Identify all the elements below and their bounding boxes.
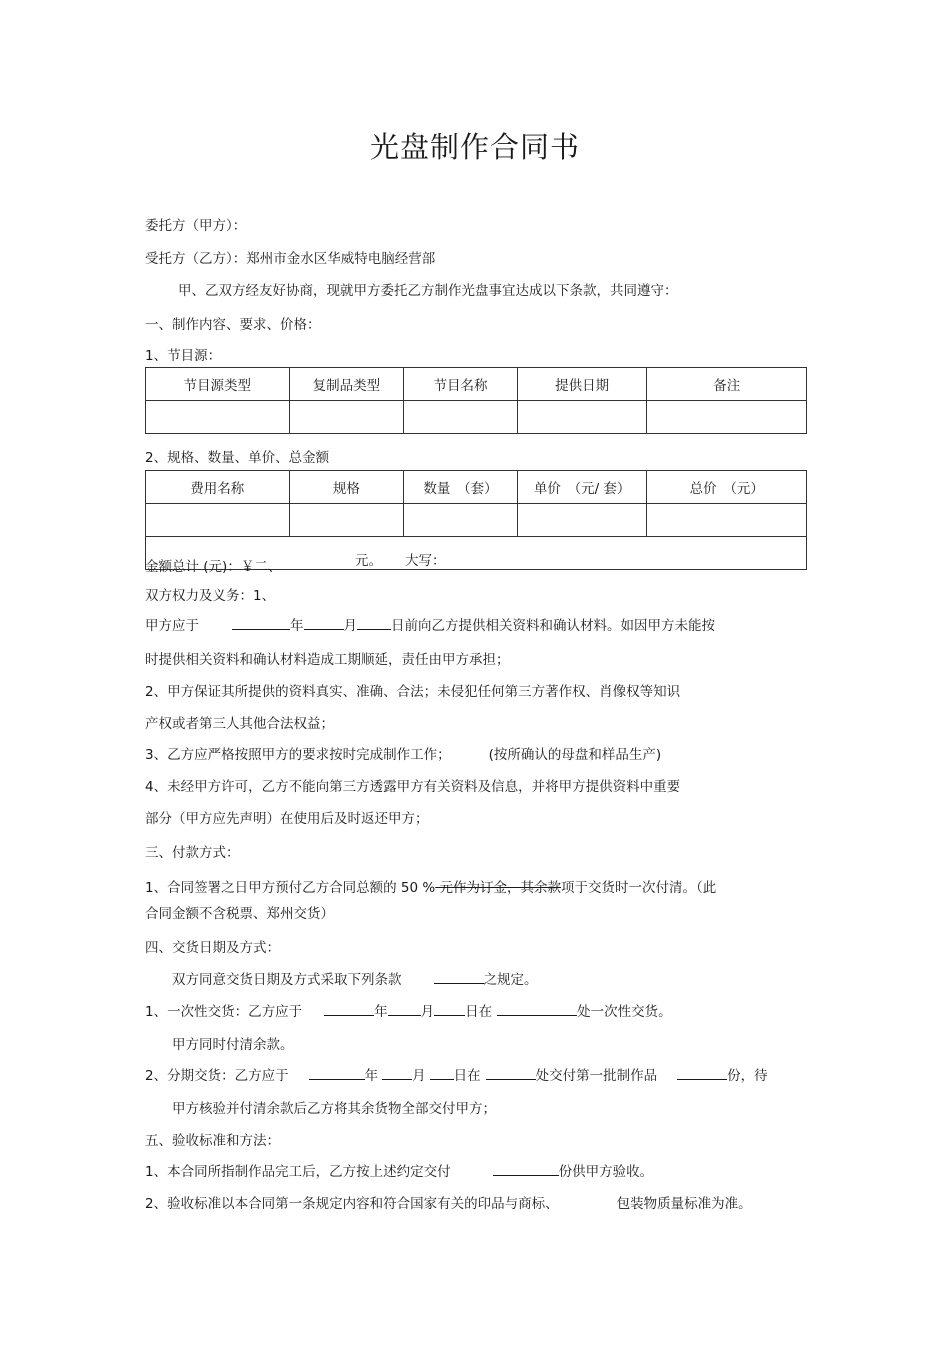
day-at-label: 日在 bbox=[465, 1004, 493, 1020]
section2-item1-cont: 时提供相关资料和确认材料造成工期顺延，责任由甲方承担； bbox=[145, 652, 510, 668]
section1-heading: 一、制作内容、要求、价格： bbox=[145, 317, 321, 333]
section1-sub1: 1、节目源： bbox=[145, 348, 222, 364]
table2-header-cell: 总价 （元） bbox=[647, 471, 807, 504]
standard-text-b: 包装物质量标准为准。 bbox=[616, 1196, 752, 1212]
table2-header-cell: 单价 （元/ 套） bbox=[517, 471, 647, 504]
payment-text-b: 项于交货时一次付清。（此 bbox=[560, 880, 717, 896]
section2-heading: 双方权力及义务：1、 bbox=[145, 588, 276, 604]
section2-item2-cont: 产权或者第三人其他合法权益； bbox=[145, 716, 334, 732]
acceptance-text-b: 份供甲方验收。 bbox=[558, 1164, 654, 1180]
section5-item1 bbox=[145, 1160, 653, 1180]
agree-text-b: 之规定。 bbox=[483, 972, 538, 988]
one-time-text-b: 处一次性交货。 bbox=[577, 1004, 672, 1020]
section3-line1 bbox=[145, 876, 716, 896]
table2-input-cell[interactable] bbox=[289, 504, 404, 537]
table1-header-cell: 节目源类型 bbox=[146, 368, 290, 401]
installment-text-c: 份，待 bbox=[727, 1068, 768, 1084]
item1-text-b: 日前向乙方提供相关资料和确认材料。如因甲方未能按 bbox=[391, 618, 715, 634]
month-label: 月 bbox=[420, 1004, 435, 1020]
location-blank[interactable] bbox=[486, 1065, 536, 1080]
month-blank[interactable] bbox=[304, 615, 344, 630]
table1-header-cell: 复制品类型 bbox=[289, 368, 404, 401]
payment-strike-text: 元作为订金，其余款 bbox=[435, 880, 561, 896]
table1-input-cell[interactable] bbox=[404, 401, 518, 434]
month-blank[interactable] bbox=[382, 1065, 412, 1080]
section4-agree-line bbox=[172, 968, 538, 988]
table2-header-cell: 规格 bbox=[289, 471, 404, 504]
item1-text-a: 甲方应于 bbox=[145, 618, 199, 634]
one-time-text-a: 1、一次性交货：乙方应于 bbox=[145, 1004, 303, 1020]
copies-blank[interactable] bbox=[493, 1161, 559, 1176]
section2-item3 bbox=[145, 743, 661, 763]
section3-line2: 合同金额不含税票、郑州交货） bbox=[145, 906, 334, 922]
section4-item1 bbox=[145, 1000, 672, 1020]
installment-text-b: 处交付第一批制作品 bbox=[535, 1068, 658, 1084]
table1-header-cell: 备注 bbox=[647, 368, 807, 401]
section2-item2: 2、甲方保证其所提供的资料真实、准确、合法；未侵犯任何第三方著作权、肖像权等知识 bbox=[145, 684, 681, 700]
party-b-line: 受托方（乙方）：郑州市金水区华威特电脑经营部 bbox=[145, 251, 436, 267]
page-title: 光盘制作合同书 bbox=[369, 130, 580, 164]
year-blank[interactable] bbox=[309, 1065, 365, 1080]
month-blank[interactable] bbox=[388, 1001, 421, 1016]
table2-header-cell: 费用名称 bbox=[146, 471, 290, 504]
day-blank[interactable] bbox=[434, 1001, 465, 1016]
section4-item2 bbox=[145, 1064, 768, 1084]
intro-paragraph: 甲、乙双方经友好协商，现就甲方委托乙方制作光盘事宜达成以下条款，共同遵守： bbox=[178, 283, 678, 299]
total-yuan-label: 元。 bbox=[355, 553, 382, 569]
section5-item2 bbox=[145, 1192, 752, 1212]
section4-item1-cont: 甲方同时付清余款。 bbox=[172, 1037, 294, 1053]
table2-input-cell[interactable] bbox=[146, 504, 290, 537]
day-blank[interactable] bbox=[430, 1065, 454, 1080]
copies-blank[interactable] bbox=[677, 1065, 727, 1080]
month-label: 月 bbox=[412, 1068, 426, 1084]
day-at-label: 日在 bbox=[453, 1068, 481, 1084]
section2-item4-cont: 部分（甲方应先声明）在使用后及时返还甲方； bbox=[145, 811, 429, 827]
year-label: 年 bbox=[374, 1004, 388, 1020]
location-blank[interactable] bbox=[497, 1001, 577, 1016]
section4-item2-cont: 甲方核验并付清余款后乙方将其余货物全部交付甲方； bbox=[172, 1101, 496, 1117]
table2-input-cell[interactable] bbox=[404, 504, 518, 537]
table2-header-cell: 数量 （套） bbox=[404, 471, 518, 504]
table1-header-cell: 提供日期 bbox=[517, 368, 647, 401]
table2-input-cell[interactable] bbox=[517, 504, 647, 537]
standard-text-a: 2、验收标准以本合同第一条规定内容和符合国家有关的印品与商标、 bbox=[145, 1196, 559, 1212]
program-source-table bbox=[145, 367, 807, 434]
section5-heading: 五、验收标准和方法： bbox=[145, 1133, 280, 1149]
payment-text-a: 1、合同签署之日甲方预付乙方合同总额的 50 % bbox=[145, 880, 436, 896]
table1-input-cell[interactable] bbox=[517, 401, 647, 434]
month-label: 月 bbox=[343, 618, 357, 634]
item3-text: 3、乙方应严格按照甲方的要求按时完成制作工作； bbox=[145, 747, 451, 763]
year-blank[interactable] bbox=[232, 615, 290, 630]
table1-input-cell[interactable] bbox=[146, 401, 290, 434]
day-blank[interactable] bbox=[357, 615, 391, 630]
acceptance-text-a: 1、本合同所指制作品完工后，乙方按上述约定交付 bbox=[145, 1164, 451, 1180]
clause-blank[interactable] bbox=[434, 969, 484, 984]
section1-sub2: 2、规格、数量、单价、总金额 bbox=[145, 450, 330, 466]
party-a-line: 委托方（甲方）： bbox=[145, 218, 247, 234]
item3-note: (按所确认的母盘和样品生产) bbox=[488, 747, 662, 763]
agree-text-a: 双方同意交货日期及方式采取下列条款 bbox=[172, 972, 402, 988]
table1-header-cell: 节目名称 bbox=[404, 368, 518, 401]
table1-input-cell[interactable] bbox=[289, 401, 404, 434]
section4-heading: 四、交货日期及方式： bbox=[145, 940, 280, 956]
section2-item1-line bbox=[145, 614, 715, 634]
section2-item4: 4、未经甲方许可，乙方不能向第三方透露甲方有关资料及信息，并将甲方提供资料中重要 bbox=[145, 779, 681, 795]
installment-text-a: 2、分期交货：乙方应于 bbox=[145, 1068, 289, 1084]
total-amount-label: 金额总计 (元)：￥二、 bbox=[145, 559, 282, 575]
table2-input-cell[interactable] bbox=[647, 504, 807, 537]
year-label: 年 bbox=[364, 1068, 379, 1084]
table1-input-cell[interactable] bbox=[647, 401, 807, 434]
total-daxie-label: 大写： bbox=[405, 553, 446, 569]
section3-heading: 三、付款方式： bbox=[145, 845, 240, 861]
year-blank[interactable] bbox=[324, 1001, 374, 1016]
year-label: 年 bbox=[290, 618, 304, 634]
